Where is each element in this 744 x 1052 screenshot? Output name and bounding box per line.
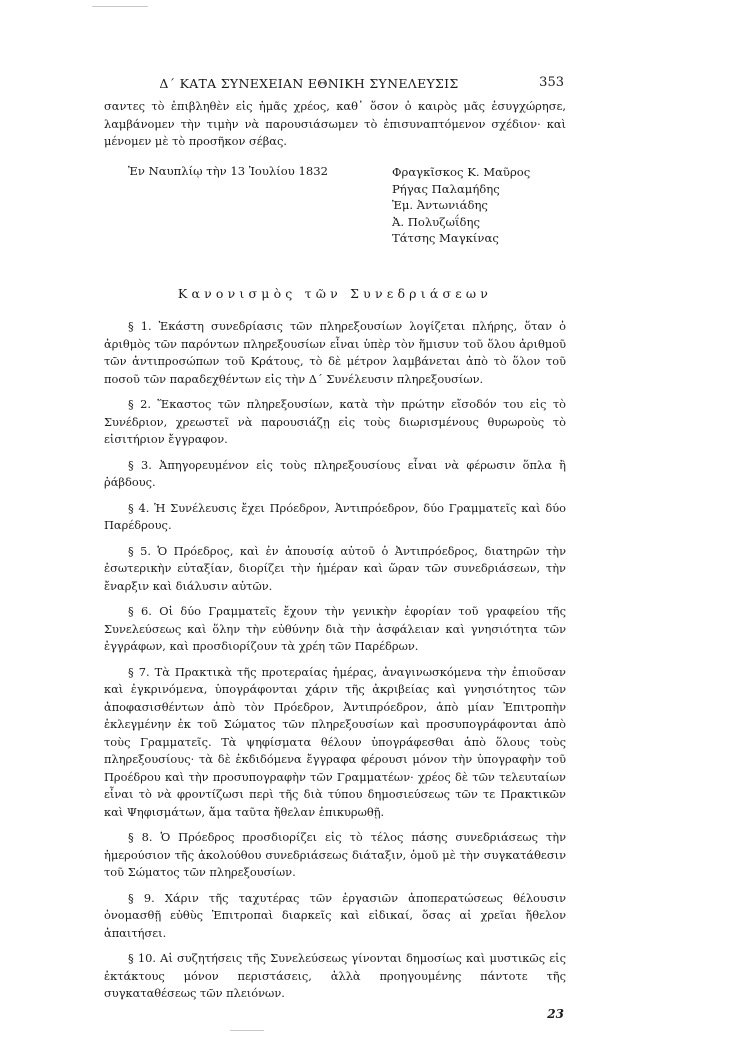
printer-signature-mark: 23 [547,1007,564,1021]
articles-list [104,318,566,1011]
signatory: Τάτσης Μαγκίνας [392,231,499,245]
intro-paragraph-block [104,98,566,151]
date-place-line: Ἐν Ναυπλίῳ τὴν 13 Ἰουλίου 1832 [128,164,329,178]
article-1: § 1. Ἑκάστη συνεδρίασις τῶν πληρεξουσίων λογίζεται πλήρης, ὅταν ὁ ἀριθμὸς τῶν παρόντων πληρεξουσίων εἶναι ὑπὲρ τὸν ἥμισυν τοῦ ὅλου ἀριθμοῦ τῶν ἀντιπροσώπων τοῦ Κράτους, τὸ δὲ μέτρον λαμβάνεται ἀπὸ τὸ ὅλον τοῦ ποσοῦ τῶν παραδεχθέντων εἰς τὴν Δ΄ Συνέλευσιν πληρεξουσίων. [104,319,566,386]
signatory: Φραγκῖσκος Κ. Μαῦρος [392,165,531,179]
article-5: § 5. Ὁ Πρόεδρος, καὶ ἐν ἀπουσίᾳ αὐτοῦ ὁ Ἀντιπρόεδρος, διατηρῶν τὴν ἐσωτερικὴν εὐταξίαν, διορίζει τὴν ἡμέραν καὶ ὥραν τῶν συνεδριάσεων, τὴν ἔναρξιν καὶ διάλυσιν αὐτῶν. [104,543,566,593]
section-title: Κανονισμὸς τῶν Συνεδριάσεων [177,286,493,301]
signatory: Ρήγας Παλαμήδης [392,181,500,196]
scan-artifact [92,6,148,7]
article-9: § 9. Χάριν τῆς ταχυτέρας τῶν ἐργασιῶν ἀποπερατώσεως θέλουσιν ὀνομασθῇ εὐθὺς Ἐπιτροπαὶ διαρκεῖς καὶ εἰδικαί, ὅσας αἱ χρεῖαι ἤθελον ἀπαιτήσει. [104,890,566,940]
page-number: 353 [539,75,564,90]
intro-paragraph: σαντες τὸ ἐπιβληθὲν εἰς ἡμᾶς χρέος, καθ᾽ ὅσον ὁ καιρὸς μᾶς ἐσυγχώρησε, λαμβάνομεν τὴν τιμὴν νὰ παρουσιάσωμεν τὸ ἐπισυναπτόμενον σχέδιον· καὶ μένομεν μὲ τὸ προσῆκον σέβας. [104,99,566,148]
article-3: § 3. Ἀπηγορευμένον εἰς τοὺς πληρεξουσίους εἶναι νὰ φέρωσιν ὅπλα ἢ ῥάβδους. [104,457,566,489]
article-10: § 10. Αἱ συζητήσεις τῆς Συνελεύσεως γίνονται δημοσίως καὶ μυστικῶς εἰς ἐκτάκτους μόνον περιστάσεις, ἀλλὰ προηγουμένης πάντοτε τῆς συγκαταθέσεως τῶν πλειόνων. [104,951,566,1000]
running-header [104,76,564,96]
article-8: § 8. Ὁ Πρόεδρος προσδιορίζει εἰς τὸ τέλος πάσης συνεδριάσεως τὴν ἡμερούσιον τῆς ἀκολούθου συνεδριάσεως διάταξιν, ὁμοῦ μὲ τὴν συγκατάθεσιν τοῦ Σώματος τῶν πληρεξουσίων. [104,830,566,879]
header-title: Δ΄ ΚΑΤΑ ΣΥΝΕΧΕΙΑΝ ΕΘΝΙΚΗ ΣΥΝΕΛΕΥΣΙΣ [159,76,459,91]
article-4: § 4. Ἡ Συνέλευσις ἔχει Πρόεδρον, Ἀντιπρόεδρον, δύο Γραμματεῖς καὶ δύο Παρέδρους. [104,500,566,532]
scan-artifact [230,1030,264,1031]
article-2: § 2. Ἕκαστος τῶν πληρεξουσίων, κατὰ τὴν πρώτην εἴσοδόν του εἰς τὸ Συνέδριον, χρεωστεῖ νὰ παρουσιάζῃ εἰς τοὺς διωρισμένους θυρωροὺς τὸ εἰσιτήριον ἔγγραφον. [104,397,566,446]
signature-list [392,164,530,247]
article-7: § 7. Τὰ Πρακτικὰ τῆς προτεραίας ἡμέρας, ἀναγινωσκόμενα τὴν ἐπιοῦσαν καὶ ἐγκρινόμενα, ὑπογράφονται χάριν τῆς ἀκριβείας καὶ γνησιότητος τῶν ἀποφασισθέντων ἀπὸ τὸν Πρόεδρον, Ἀντιπρόεδρον, ἀπὸ μίαν Ἐπιτροπὴν ἐκλεγμένην ἐκ τοῦ Σώματος τῶν πληρεξουσίων καὶ προσυπογράφονται ἀπὸ τοὺς Γραμματεῖς. Τὰ ψηφίσματα θέλουν ὑπογράφεσθαι ἀπὸ ὅλους τοὺς πληρεξουσίους· τὰ δὲ ἐκδιδόμενα ἔγγραφα φέρουσι μόνον τὴν ὑπογραφὴν τοῦ Προέδρου καὶ τὴν προσυπογραφὴν τῶν Γραμματέων· χρέος δὲ τῶν τελευταίων εἶναι τὸ νὰ φροντίζωσι περὶ τῆς διὰ τύπου δημοσιεύσεως τῶν τε Πρακτικῶν καὶ Ψηφισμάτων, ἅμα ταῦτα ἤθελαν ἐπικυρωθῇ. [104,664,566,819]
article-6: § 6. Οἱ δύο Γραμματεῖς ἔχουν τὴν γενικὴν ἐφορίαν τοῦ γραφείου τῆς Συνελεύσεως καὶ ὅλην τὴν εὐθύνην διὰ τὴν ἀσφάλειαν καὶ γνησιότητα τῶν ἐγγράφων, καὶ προσδιορίζουν τὰ χρέη τῶν Παρέδρων. [104,604,566,653]
signatory: Ἐμ. Ἀντωνιάδης [392,198,488,212]
signatory: Ἀ. Πολυζωΐδης [392,214,480,229]
